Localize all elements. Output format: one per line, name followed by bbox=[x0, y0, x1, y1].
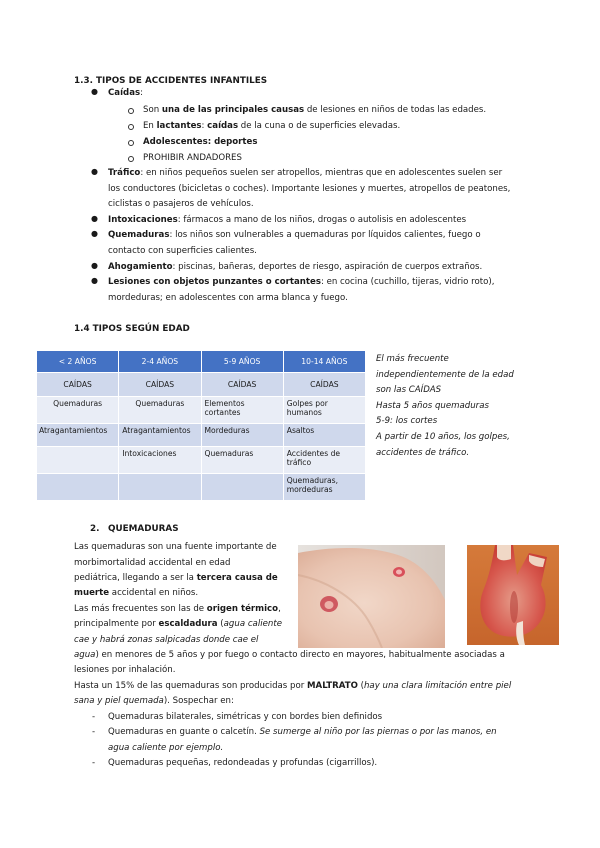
p3-line-2: sana y piel quemada). Sospechar en: bbox=[74, 696, 234, 706]
table-cell: Quemaduras bbox=[119, 397, 201, 424]
dash-icon: - bbox=[92, 712, 96, 722]
circle-bullet-icon bbox=[128, 124, 134, 130]
trafico-line-3: ciclistas o pasajeros de vehículos. bbox=[108, 199, 254, 209]
section-number-2: 2. bbox=[90, 524, 100, 534]
dash-item-2-cont: agua caliente por ejemplo. bbox=[108, 743, 224, 753]
dash-item-1: Quemaduras bilaterales, simétricas y con bordes bien definidos bbox=[108, 712, 383, 722]
p1-line-2: morbimortalidad accidental en edad bbox=[74, 558, 231, 568]
table-row bbox=[37, 424, 366, 447]
table-cell bbox=[37, 447, 119, 474]
table-cell: Accidentes de tráfico bbox=[283, 447, 365, 474]
bullet-icon: ● bbox=[91, 276, 98, 285]
lesiones-line-1: Lesiones con objetos punzantes o cortantes: en cocina (cuchillo, tijeras, vidrio roto), bbox=[108, 277, 495, 287]
table-header: 2-4 AÑOS bbox=[119, 351, 201, 373]
section-title-1-3: 1.3. TIPOS DE ACCIDENTES INFANTILES bbox=[74, 76, 268, 86]
p2-line-3: cae y habrá zonas salpicadas donde cae el bbox=[74, 635, 259, 645]
quemaduras-line-1: Quemaduras: los niños son vulnerables a quemaduras por líquidos calientes, fuego o bbox=[108, 230, 481, 240]
p1-line-1: Las quemaduras son una fuente importante de bbox=[74, 542, 277, 552]
circle-bullet-icon bbox=[128, 156, 134, 162]
p2-line-5: lesiones por inhalación. bbox=[74, 665, 176, 675]
bullet-icon: ● bbox=[91, 214, 98, 223]
table-cell: CAÍDAS bbox=[201, 373, 283, 397]
table-cell bbox=[119, 474, 201, 501]
table-cell: Mordeduras bbox=[201, 424, 283, 447]
table-row bbox=[37, 397, 366, 424]
bullet-icon: ● bbox=[91, 261, 98, 270]
p2-line-1: Las más frecuentes son las de origen térmico, bbox=[74, 604, 281, 614]
caidas-sub-2: En lactantes: caídas de la cuna o de superficies elevadas. bbox=[143, 121, 401, 131]
table-cell: Atragantamientos bbox=[119, 424, 201, 447]
caidas-sub-3: Adolescentes: deportes bbox=[143, 137, 258, 147]
caidas-item: Caídas: bbox=[108, 88, 144, 98]
table-header: 10-14 AÑOS bbox=[283, 351, 365, 373]
bullet-icon: ● bbox=[91, 229, 98, 238]
dash-item-3: Quemaduras pequeñas, redondeadas y profundas (cigarrillos). bbox=[108, 758, 378, 768]
p1-line-4: muerte accidental en niños. bbox=[74, 588, 199, 598]
table-cell: CAÍDAS bbox=[119, 373, 201, 397]
table-header: < 2 AÑOS bbox=[37, 351, 119, 373]
section-title-1-4: 1.4 TIPOS SEGÚN EDAD bbox=[74, 324, 190, 334]
circle-bullet-icon bbox=[128, 108, 134, 114]
table-cell: Quemaduras bbox=[201, 447, 283, 474]
trafico-line-2: los conductores (bicicletas o coches). Importante lesiones y muertes, atropellos de peatones, bbox=[108, 184, 511, 194]
p3-line-1: Hasta un 15% de las quemaduras son producidas por MALTRATO (hay una clara limitación entre piel bbox=[74, 681, 512, 691]
table-row bbox=[37, 447, 366, 474]
bullet-icon: ● bbox=[91, 167, 98, 176]
trafico-line-1: Tráfico: en niños pequeños suelen ser atropellos, mientras que en adolescentes suelen ser bbox=[108, 168, 503, 178]
caidas-sub-1: Son una de las principales causas de lesiones en niños de todas las edades. bbox=[143, 105, 487, 115]
table-cell: Asaltos bbox=[283, 424, 365, 447]
table-cell: Quemaduras bbox=[37, 397, 119, 424]
intoxicaciones-item: Intoxicaciones: fármacos a mano de los niños, drogas o autolisis en adolescentes bbox=[108, 215, 467, 225]
p2-line-2: principalmente por escaldadura (agua caliente bbox=[74, 619, 282, 629]
p2-line-4: agua) en menores de 5 años y por fuego o contacto directo en mayores, habitualmente asociadas a bbox=[74, 650, 505, 660]
circle-bullet-icon bbox=[128, 140, 134, 146]
table-cell: Intoxicaciones bbox=[119, 447, 201, 474]
ahogamiento-item: Ahogamiento: piscinas, bañeras, deportes de riesgo, aspiración de cuerpos extraños. bbox=[108, 262, 483, 272]
table-cell: Golpes por humanos bbox=[283, 397, 365, 424]
age-note: El más frecuente independientemente de la edad son las CAÍDAS Hasta 5 años quemaduras 5-9: los cortes A partir de 10 años, los golpes, accidentes de tráfico. bbox=[376, 354, 514, 458]
p1-line-3: pediátrica, llegando a ser la tercera causa de bbox=[74, 573, 278, 583]
table-cell bbox=[37, 474, 119, 501]
bullet-icon: ● bbox=[91, 87, 98, 96]
table-cell: Elementos cortantes bbox=[201, 397, 283, 424]
lesiones-line-2: mordeduras; en adolescentes con arma blanca y fuego. bbox=[108, 293, 348, 303]
dash-item-2: Quemaduras en guante o calcetín. Se sumerge al niño por las piernas o por las manos, en bbox=[108, 727, 497, 737]
dash-icon: - bbox=[92, 727, 96, 737]
table-cell: CAÍDAS bbox=[37, 373, 119, 397]
table-cell: Quemaduras, mordeduras bbox=[283, 474, 365, 501]
dash-icon: - bbox=[92, 758, 96, 768]
table-row bbox=[37, 474, 366, 501]
table-row bbox=[37, 373, 366, 397]
quemaduras-line-2: contacto con superficies calientes. bbox=[108, 246, 257, 256]
burn-photo-foot bbox=[467, 545, 559, 645]
caidas-sub-4: PROHIBIR ANDADORES bbox=[143, 153, 242, 163]
table-cell: CAÍDAS bbox=[283, 373, 365, 397]
burn-photo-skin bbox=[298, 545, 445, 648]
age-types-table bbox=[36, 350, 366, 501]
table-header: 5-9 AÑOS bbox=[201, 351, 283, 373]
section-title-quemaduras: QUEMADURAS bbox=[108, 524, 179, 534]
table-cell bbox=[201, 474, 283, 501]
table-cell: Atragantamientos bbox=[37, 424, 119, 447]
